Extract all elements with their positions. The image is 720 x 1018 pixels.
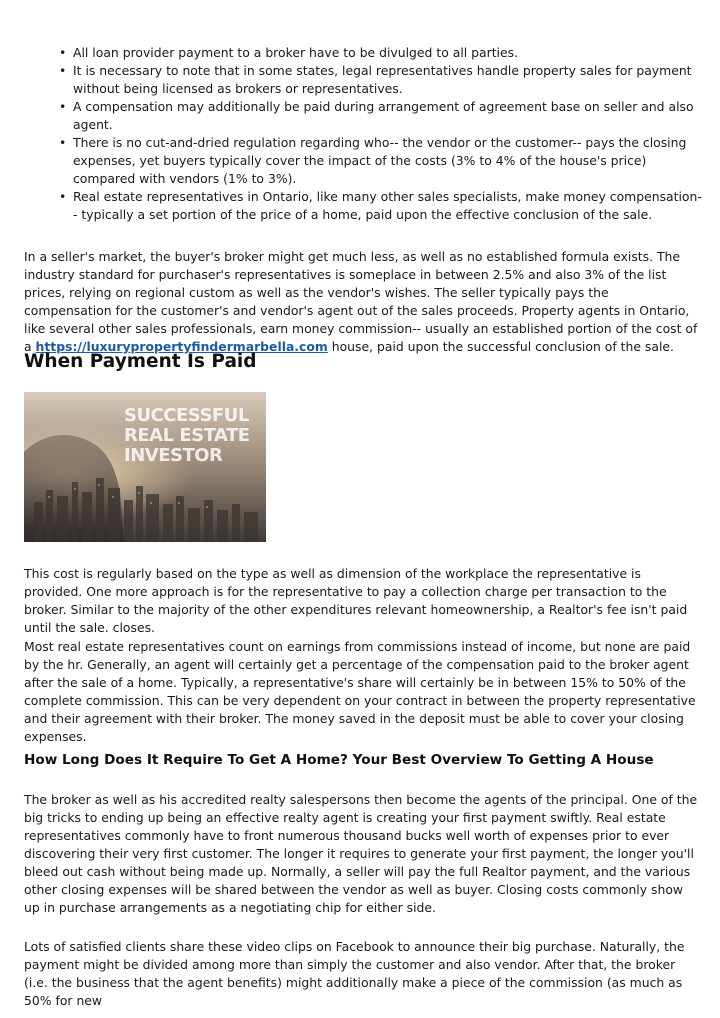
paragraph-seller-market: In a seller's market, the buyer's broker might get much less, as well as no established formula exists. The industry standard for purchaser's representatives is someplace in between 2.5% and also 3% of the list prices, relying on regional custom as well as the vendor's wishes. The seller typically pays the compensation for the customer's and vendor's agent out of the sales proceeds. Property agents in Ontario, like several other sales professionals, earn money commission-- usually an established portion of the cost of a https://luxurypropertyfindermarbella.com house, paid upon the successful conclusion of the sale. [24, 249, 698, 354]
bullet-icon: • [59, 189, 67, 204]
list-item: • A compensation may additionally be paid during arrangement of agreement base on seller and also agent. [59, 99, 694, 132]
paragraph-broker-agents: The broker as well as his accredited realty salespersons then become the agents of the principal. One of the big tricks to ending up being an effective realty agent is creating your first payment swiftly. Real estate representatives commonly have to front numerous thousand bucks well worth of expenses prior to ever discovering their very first customer. The longer it requires to generate your first payment, the longer you'll bleed out cash without being made up. Normally, a seller will pay the full Realtor payment, and the various other closing expenses will be shared between the vendor as well as buyer. Closing costs commonly show up in purchase arrangements as a negotiating chip for either side. [24, 792, 698, 915]
paragraph-commissions: Most real estate representatives count on earnings from commissions instead of income, but none are paid by the hr. Generally, an agent will certainly get a percentage of the compensation paid to the broker agent after the sale of a home. Typically, a representative's share will certainly be in between 15% to 50% of the complete commission. This can be very dependent on your contract in between the property representative and their agreement with their broker. The money saved in the deposit must be able to cover your closing expenses. [24, 639, 696, 744]
list-item: • It is necessary to note that in some states, legal representatives handle property sales for payment without being licensed as brokers or representatives. [59, 63, 692, 96]
section-heading-how-long: How Long Does It Require To Get A Home? Your Best Overview To Getting A House [24, 752, 654, 768]
bullet-icon: • [59, 99, 67, 114]
bullet-icon: • [59, 45, 67, 60]
image-caption-text: SUCCESSFUL REAL ESTATE INVESTOR [124, 405, 250, 466]
bullet-icon: • [59, 63, 67, 78]
section-heading-payment: When Payment Is Paid [24, 351, 257, 372]
list-item: • Real estate representatives in Ontario, like many other sales specialists, make money compensation-- typically a set portion of the price of a home, paid upon the effective conclusion of the sale. [59, 189, 702, 222]
list-item: • There is no cut-and-dried regulation regarding who-- the vendor or the customer-- pays the closing expenses, yet buyers typically cover the impact of the costs (3% to 4% of the house's price) compared with vendors (1% to 3%). [59, 135, 687, 186]
real-estate-investor-image [24, 392, 266, 542]
bullet-icon: • [59, 135, 67, 150]
paragraph-cost-basis: This cost is regularly based on the type as well as dimension of the workplace the representative is provided. One more approach is for the representative to pay a collection charge per transaction to the broker. Similar to the majority of the other expenditures relevant homeownership, a Realtor's fee isn't paid until the sale. closes. [24, 566, 688, 635]
bullet-list [56, 44, 706, 224]
luxury-property-link[interactable]: https://luxurypropertyfindermarbella.com [35, 339, 328, 354]
list-item: • All loan provider payment to a broker have to be divulged to all parties. [59, 45, 519, 60]
paragraph-satisfied-clients: Lots of satisfied clients share these video clips on Facebook to announce their big purchase. Naturally, the payment might be divided among more than simply the customer and also vendor. After that, the broker (i.e. the business that the agent benefits) might additionally make a piece of the commission (as much as 50% for new [24, 939, 685, 1008]
